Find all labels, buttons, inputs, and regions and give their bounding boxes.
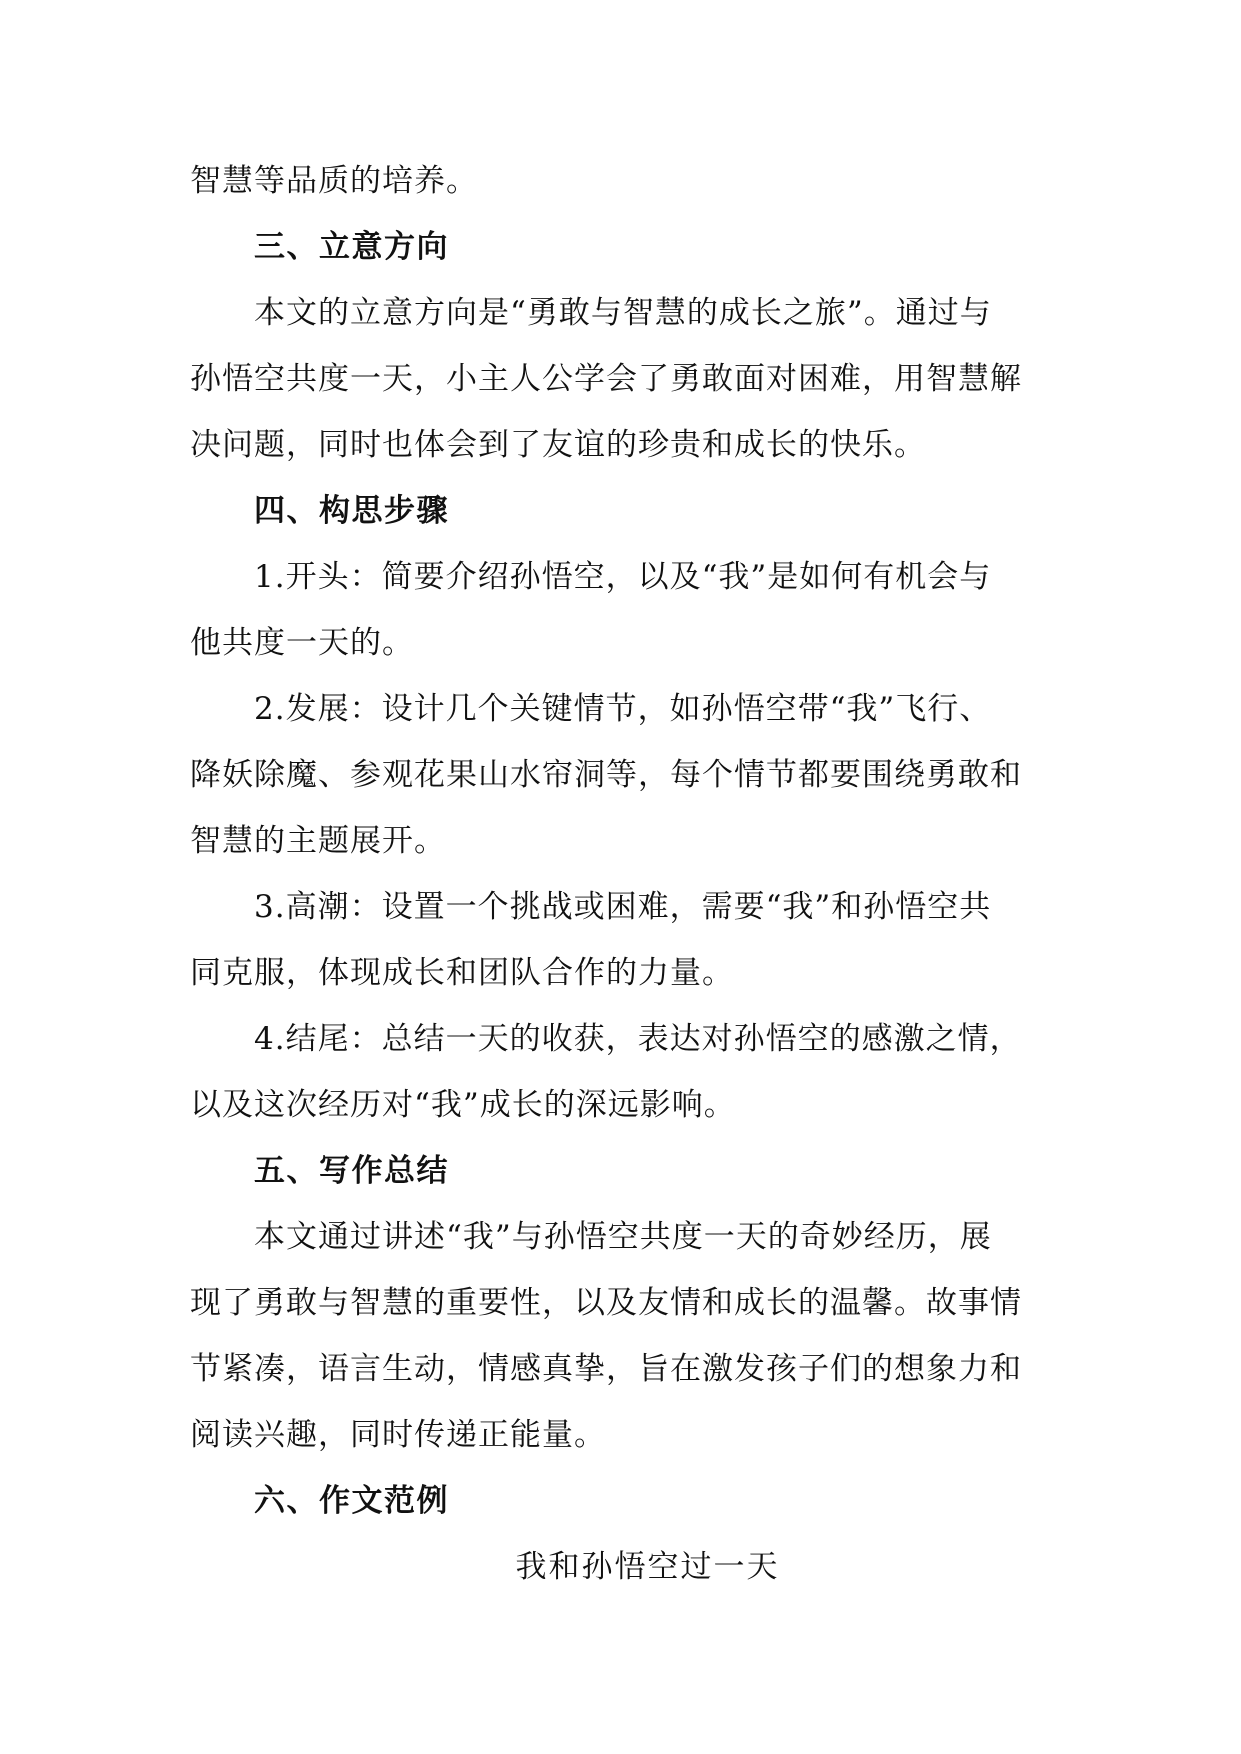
step-opening-line-2: 他共度一天的。	[190, 625, 414, 661]
section-heading-structure: 四、构思步骤	[254, 493, 449, 529]
section-heading-theme: 三、立意方向	[254, 229, 449, 265]
step-development-line-3: 智慧的主题展开。	[190, 823, 446, 859]
step-development-line-2: 降妖除魔、参观花果山水帘洞等，每个情节都要围绕勇敢和	[190, 757, 1022, 793]
step-opening-line-1: 1.开头：简要介绍孙悟空，以及“我”是如何有机会与	[254, 559, 992, 595]
step-ending-line-2: 以及这次经历对“我”成长的深远影响。	[190, 1087, 736, 1123]
summary-paragraph-line-2: 现了勇敢与智慧的重要性，以及友情和成长的温馨。故事情	[190, 1285, 1022, 1321]
step-climax-line-1: 3.高潮：设置一个挑战或困难，需要“我”和孙悟空共	[254, 889, 992, 925]
step-ending-line-1: 4.结尾：总结一天的收获，表达对孙悟空的感激之情，	[254, 1021, 1022, 1057]
summary-paragraph-line-1: 本文通过讲述“我”与孙悟空共度一天的奇妙经历，展	[254, 1219, 992, 1255]
paragraph-continuation: 智慧等品质的培养。	[190, 163, 478, 199]
summary-paragraph-line-4: 阅读兴趣，同时传递正能量。	[190, 1417, 606, 1453]
theme-paragraph-line-3: 决问题，同时也体会到了友谊的珍贵和成长的快乐。	[190, 427, 926, 463]
section-heading-summary: 五、写作总结	[254, 1153, 449, 1189]
summary-paragraph-line-3: 节紧凑，语言生动，情感真挚，旨在激发孩子们的想象力和	[190, 1351, 1022, 1387]
example-essay-title: 我和孙悟空过一天	[515, 1549, 780, 1585]
step-climax-line-2: 同克服，体现成长和团队合作的力量。	[190, 955, 734, 991]
theme-paragraph-line-2: 孙悟空共度一天，小主人公学会了勇敢面对困难，用智慧解	[190, 361, 1022, 397]
section-heading-example: 六、作文范例	[254, 1483, 449, 1519]
theme-paragraph-line-1: 本文的立意方向是“勇敢与智慧的成长之旅”。通过与	[254, 295, 992, 331]
document-body	[190, 148, 1055, 1600]
step-development-line-1: 2.发展：设计几个关键情节，如孙悟空带“我”飞行、	[254, 691, 992, 727]
